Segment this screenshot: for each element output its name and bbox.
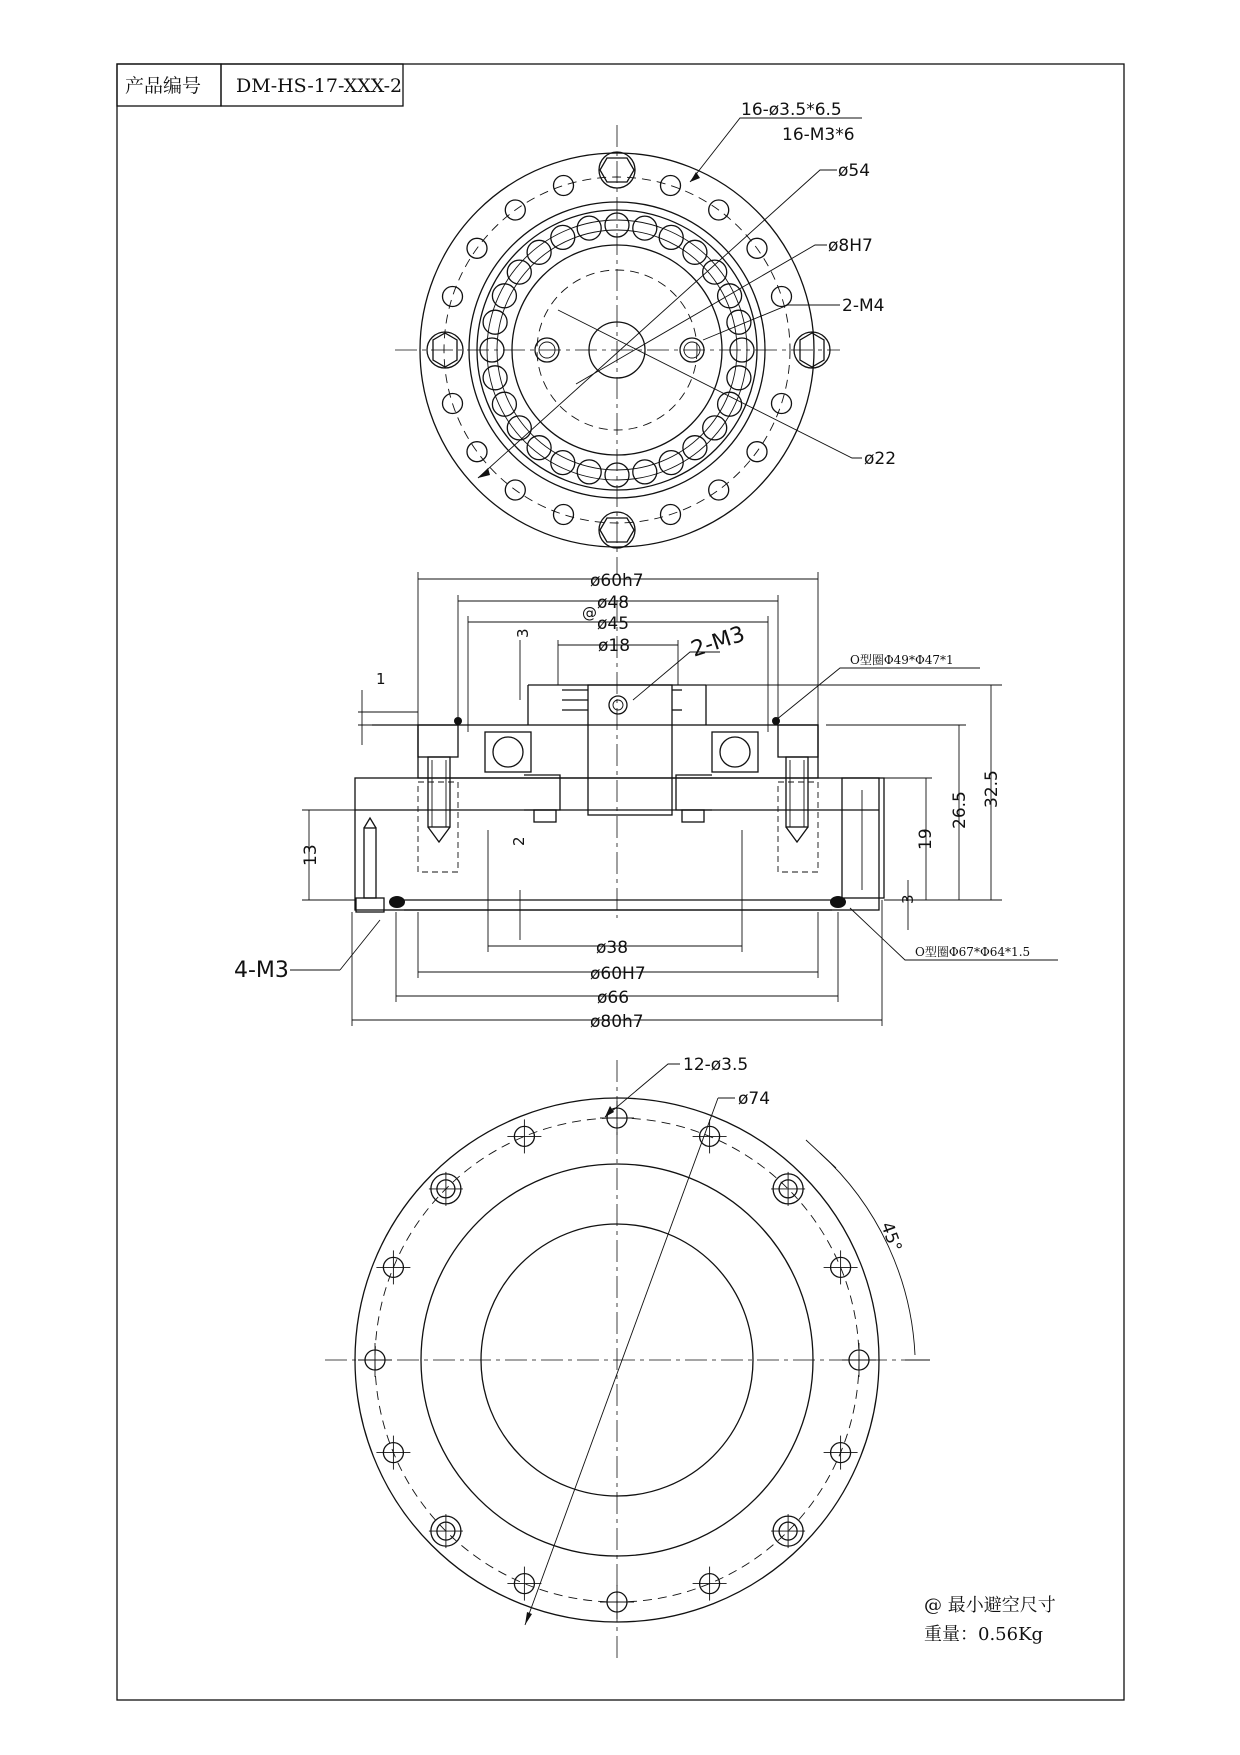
- title-label: 产品编号: [125, 75, 202, 97]
- note-weight: 重量：0.56Kg: [924, 1624, 1044, 1645]
- flange-hole: [661, 176, 681, 196]
- dim-32-5: 32.5: [982, 770, 1002, 808]
- dim-60H7: ø60H7: [590, 964, 646, 984]
- dim-18: ø18: [598, 636, 631, 656]
- flange-hole: [709, 480, 729, 500]
- center-hub: [588, 685, 672, 815]
- dim-26-5: 26.5: [950, 791, 970, 829]
- oring-bottom-label: O型圈Φ67*Φ64*1.5: [915, 945, 1031, 959]
- flange-hole: [467, 442, 487, 462]
- bearing-ball: [577, 460, 601, 484]
- dim-at-one: 1: [376, 670, 386, 688]
- dim-3-top: 3: [514, 628, 532, 638]
- bearing-ball: [727, 366, 751, 390]
- oring-bottom-left: [389, 896, 405, 908]
- callout-inner: ø22: [864, 449, 897, 469]
- bottom-view: [325, 1055, 930, 1660]
- bearing-ball: [551, 451, 575, 475]
- flange-hole: [772, 394, 792, 414]
- bearing-ball: [577, 216, 601, 240]
- bearing-ball: [659, 451, 683, 475]
- bearing-ball: [633, 460, 657, 484]
- section-bolt-right: [778, 725, 818, 757]
- oring-top-label: O型圈Φ49*Φ47*1: [850, 653, 954, 667]
- note-legend: @ 最小避空尺寸: [924, 1595, 1056, 1616]
- dim-38: ø38: [596, 938, 629, 958]
- bearing-ball: [718, 392, 742, 416]
- callout-bore: ø8H7: [828, 236, 873, 256]
- bearing-ball: [659, 225, 683, 249]
- product-code: DM-HS-17-XXX-2: [236, 75, 403, 97]
- bearing-ball: [492, 392, 516, 416]
- callout-tapped: 2-M4: [842, 296, 885, 316]
- bearing-ball-left: [493, 737, 523, 767]
- dim-2-m3: 2-M3: [688, 621, 749, 663]
- dim-2: 2: [510, 836, 528, 846]
- flange-hole: [772, 287, 792, 307]
- bearing-ball: [551, 225, 575, 249]
- bearing-ball: [633, 216, 657, 240]
- bearing-ball: [483, 310, 507, 334]
- flange-hole: [554, 176, 574, 196]
- flange-hole: [554, 505, 574, 525]
- dim-3-bottom: 3: [899, 894, 917, 904]
- dim-at-mark: @: [582, 604, 597, 622]
- callout-bottom-pcd: ø74: [738, 1089, 771, 1109]
- top-view: [395, 100, 896, 575]
- callout-bottom-holes: 12-ø3.5: [683, 1055, 749, 1075]
- section-bolt-left: [418, 725, 458, 757]
- dim-4-m3: 4-M3: [234, 958, 289, 983]
- dim-60h7: ø60h7: [590, 571, 644, 591]
- callout-angle: 45°: [876, 1219, 906, 1255]
- title-block: [117, 64, 403, 106]
- m3-screw: [364, 828, 376, 898]
- m3-tap-hole: [609, 696, 627, 714]
- bearing-ball: [492, 284, 516, 308]
- callout-pcd: ø54: [838, 161, 871, 181]
- dim-13: 13: [301, 844, 321, 866]
- bearing-ball-right: [720, 737, 750, 767]
- dim-48: ø48: [597, 593, 630, 613]
- bearing-ball: [483, 366, 507, 390]
- bearing-ball: [718, 284, 742, 308]
- oring-bottom-right: [830, 896, 846, 908]
- flange-hole: [443, 287, 463, 307]
- drawing-border: [117, 64, 1124, 1700]
- section-view: [234, 571, 1058, 1032]
- dim-80h7: ø80h7: [590, 1012, 644, 1032]
- dim-45: ø45: [597, 614, 630, 634]
- callout-threads: 16-M3*6: [782, 125, 855, 145]
- dim-66: ø66: [597, 988, 630, 1008]
- callout-holes: 16-ø3.5*6.5: [741, 100, 842, 120]
- dim-19: 19: [916, 828, 936, 850]
